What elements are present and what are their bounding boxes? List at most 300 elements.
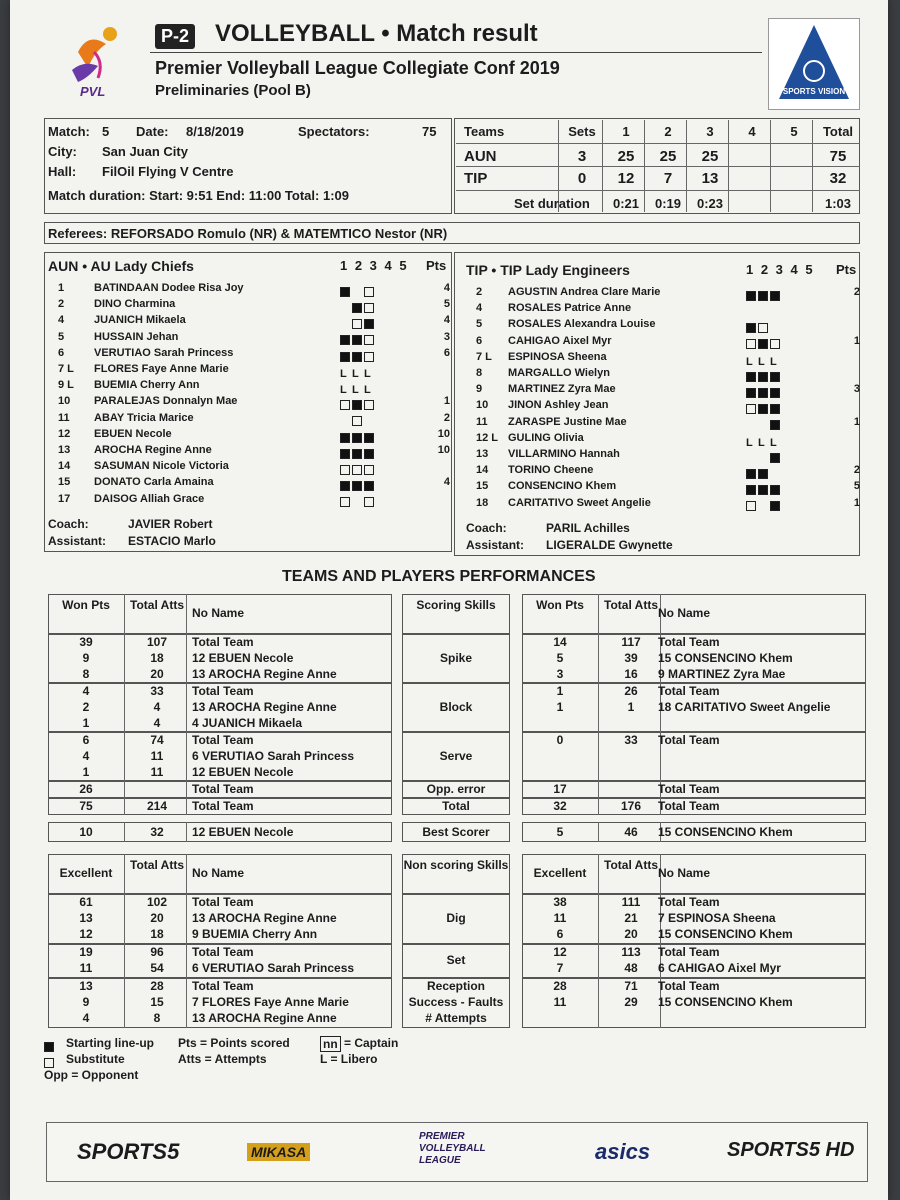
stat-attempts: 33: [150, 684, 164, 698]
stat-value: 12: [553, 945, 567, 959]
opp-error-label: Opp. error: [426, 782, 486, 796]
player-number: 1: [58, 282, 65, 294]
col-divider: [598, 822, 599, 842]
assistant-name: ESTACIO Marlo: [128, 533, 216, 548]
starting-square: [758, 388, 768, 398]
stat-value: 38: [553, 895, 567, 909]
sports-vision-logo: [768, 18, 860, 110]
skill-subtitle: Success - Faults: [408, 995, 504, 1009]
stat-value: 39: [79, 635, 93, 649]
stat-value: 2: [82, 700, 90, 714]
col-divider: [186, 781, 187, 798]
score-row-divider: [456, 190, 860, 191]
legend-opp: Opp = Opponent: [44, 1068, 139, 1082]
stat-player: Total Team: [658, 799, 720, 813]
set-duration: 0:21: [612, 196, 640, 211]
starting-square: [340, 287, 350, 297]
stat-player: 4 JUANICH Mikaela: [192, 716, 303, 730]
player-number: 6: [476, 334, 483, 347]
score-row-divider: [456, 143, 860, 144]
stat-player: 15 CONSENCINO Khem: [658, 825, 793, 839]
player-sets: [746, 498, 782, 516]
stat-attempts: 8: [153, 1011, 161, 1025]
player-number: 10: [476, 399, 489, 412]
starting-square: [746, 469, 756, 479]
legend-atts: Atts = Attempts: [178, 1052, 267, 1066]
scoring-skills-header: Scoring Skills: [416, 598, 496, 612]
starting-square: [746, 323, 756, 333]
col-divider: [598, 781, 599, 798]
stat-player: 12 EBUEN Necole: [192, 825, 294, 839]
libero-mark: L: [758, 355, 765, 368]
col-divider: [598, 978, 599, 1028]
stat-player: 9 MARTINEZ Zyra Mae: [658, 667, 786, 681]
score-cell: 75: [829, 148, 847, 165]
stat-player: Total Team: [192, 799, 254, 813]
player-name: DONATO Carla Amaina: [94, 476, 214, 489]
legend-pts: Pts = Points scored: [178, 1036, 290, 1050]
stat-attempts: 71: [624, 979, 638, 993]
stat-player: Total Team: [192, 945, 254, 959]
substitute-square: [746, 339, 756, 349]
total-atts-header: Total Atts: [604, 598, 658, 612]
libero-mark: L: [758, 436, 765, 449]
col-divider: [186, 978, 187, 1028]
set-duration: 0:23: [696, 196, 724, 211]
stat-player: 6 CAHIGAO Aixel Myr: [658, 961, 781, 975]
col-divider: [124, 978, 125, 1028]
starting-square: [770, 501, 780, 511]
stat-attempts: 4: [153, 700, 161, 714]
player-number: 15: [58, 476, 71, 489]
stat-attempts: 4: [153, 716, 161, 730]
stat-value: 61: [79, 895, 93, 909]
player-points: 4: [443, 476, 450, 489]
stat-player: 13 AROCHA Regine Anne: [192, 667, 337, 681]
legend-substitute: Substitute: [66, 1052, 125, 1066]
starting-square: [746, 485, 756, 495]
player-number: 15: [476, 480, 489, 493]
player-points: 2: [443, 411, 450, 424]
player-name: HUSSAIN Jehan: [94, 330, 179, 343]
col-divider: [186, 683, 187, 732]
score-header-cell: 1: [622, 124, 630, 139]
col-divider: [598, 894, 599, 944]
stat-attempts: 20: [624, 927, 638, 941]
starting-square: [758, 372, 768, 382]
league-name: Premier Volleyball League Collegiate Conf 2019: [155, 58, 560, 78]
legend-captain: = Captain: [344, 1036, 399, 1050]
score-header-cell: 3: [706, 124, 714, 139]
player-name: CAHIGAO Aixel Myr: [508, 334, 612, 347]
score-cell: 25: [617, 148, 635, 165]
starting-square: [352, 352, 362, 362]
starting-square: [364, 433, 374, 443]
assistant-name: LIGERALDE Gwynette: [546, 537, 673, 552]
col-divider: [598, 683, 599, 732]
player-name: CONSENCINO Khem: [508, 480, 617, 493]
col-divider: [124, 634, 125, 683]
player-number: 12 L: [476, 431, 499, 444]
stat-attempts: 33: [624, 733, 638, 747]
starting-square: [746, 372, 756, 382]
player-number: 13: [476, 448, 489, 460]
player-number: 7 L: [476, 350, 492, 363]
score-cell: TIP: [464, 170, 488, 187]
stat-value: 1: [556, 700, 564, 714]
stat-player: 9 BUEMIA Cherry Ann: [192, 927, 318, 941]
player-points: 6: [443, 346, 450, 359]
starting-square: [758, 404, 768, 414]
stat-player: 6 VERUTIAO Sarah Princess: [192, 749, 355, 763]
stat-player: Total Team: [192, 635, 254, 649]
score-cell: 32: [829, 170, 847, 187]
player-points: 3: [853, 383, 860, 396]
stat-attempts: 11: [150, 749, 164, 763]
sponsor-footer: [46, 1122, 868, 1182]
stat-value: 13: [79, 979, 93, 993]
total-atts-header: Total Atts: [604, 858, 658, 872]
libero-mark: L: [746, 436, 753, 449]
libero-mark: L: [770, 436, 777, 449]
col-divider: [186, 854, 187, 894]
pvl-footer-logo: PREMIER VOLLEYBALL LEAGUE: [419, 1131, 486, 1166]
player-points: 2: [853, 464, 860, 477]
score-header-cell: Teams: [464, 124, 505, 139]
city-label: City:: [48, 144, 77, 159]
set-columns-header: 1 2 3 4 5: [340, 258, 409, 273]
stat-value: 3: [556, 667, 564, 681]
col-divider: [598, 634, 599, 683]
stat-value: 19: [79, 945, 93, 959]
nonscoring-skills-header: Non scoring Skills: [403, 858, 509, 872]
player-name: ESPINOSA Sheena: [508, 350, 607, 363]
substitute-square: [352, 319, 362, 329]
starting-square: [352, 303, 362, 313]
player-name: BUEMIA Cherry Ann: [94, 379, 200, 392]
stat-attempts: 46: [624, 825, 638, 839]
no-name-header: No Name: [658, 866, 711, 880]
player-number: 14: [58, 460, 71, 473]
hall-label: Hall:: [48, 164, 77, 179]
player-number: 12: [58, 427, 71, 440]
starting-square: [352, 481, 362, 491]
stat-attempts: 96: [150, 945, 164, 959]
player-number: 5: [476, 318, 483, 331]
stat-player: Total Team: [658, 979, 720, 993]
stat-player: Total Team: [658, 895, 720, 909]
stat-player: 6 VERUTIAO Sarah Princess: [192, 961, 355, 975]
substitute-square: [364, 465, 374, 475]
libero-mark: L: [340, 384, 347, 397]
no-name-header: No Name: [658, 606, 711, 620]
stat-value: 5: [556, 651, 564, 665]
match-number: 5: [102, 124, 110, 139]
stat-player: 13 AROCHA Regine Anne: [192, 1011, 337, 1025]
total-atts-header: Total Atts: [130, 598, 184, 612]
stat-attempts: 111: [621, 895, 641, 909]
col-divider: [598, 594, 599, 634]
stat-player: Total Team: [192, 979, 254, 993]
hall: FilOil Flying V Centre: [102, 164, 234, 179]
stat-player: Total Team: [192, 782, 254, 796]
stat-attempts: 18: [150, 651, 164, 665]
stat-value: 8: [82, 667, 90, 681]
substitute-square: [340, 465, 350, 475]
stat-value: 9: [82, 651, 90, 665]
stat-player: 7 FLORES Faye Anne Marie: [192, 995, 349, 1009]
player-number: 14: [476, 464, 489, 477]
starting-square: [770, 372, 780, 382]
stat-value: 6: [82, 733, 90, 747]
col-divider: [598, 944, 599, 978]
player-points: 10: [437, 427, 450, 440]
legend-starting: Starting line-up: [66, 1036, 154, 1050]
player-name: PARALEJAS Donnalyn Mae: [94, 395, 238, 408]
stage-name: Preliminaries (Pool B): [155, 82, 311, 99]
assistant-label: Assistant:: [466, 537, 525, 552]
player-name: ZARASPE Justine Mae: [508, 415, 627, 428]
stat-attempts: 74: [150, 733, 164, 747]
player-name: ROSALES Patrice Anne: [508, 302, 632, 315]
col-divider: [598, 854, 599, 894]
col-divider: [124, 944, 125, 978]
player-points: 1: [853, 415, 860, 428]
referees: Referees: REFORSADO Romulo (NR) & MATEMTICO Nestor (NR): [48, 226, 448, 241]
starting-square: [746, 388, 756, 398]
stat-player: Total Team: [658, 635, 720, 649]
starting-square: [352, 449, 362, 459]
total-atts-header: Total Atts: [130, 858, 184, 872]
coach-label: Coach:: [48, 516, 89, 531]
player-number: 11: [58, 411, 70, 424]
pvl-logo: [58, 22, 138, 102]
player-name: GULING Olivia: [508, 431, 584, 444]
player-number: 4: [476, 302, 483, 315]
match-duration: Match duration: Start: 9:51 End: 11:00 Total: 1:09: [48, 188, 349, 203]
player-number: 8: [476, 367, 483, 379]
player-name: EBUEN Necole: [94, 427, 172, 440]
coach-name: JAVIER Robert: [128, 516, 213, 531]
assistant-label: Assistant:: [48, 533, 107, 548]
svg-text:PVL: PVL: [80, 84, 106, 99]
no-name-header: No Name: [192, 606, 245, 620]
stat-player: 13 AROCHA Regine Anne: [192, 911, 337, 925]
sports5-logo: SPORTS5: [77, 1139, 180, 1164]
stat-player: Total Team: [658, 945, 720, 959]
stat-value: 10: [79, 825, 93, 839]
score-row-divider: [456, 166, 860, 167]
pts-header: Pts: [836, 262, 857, 277]
libero-mark: L: [364, 384, 371, 397]
starting-square: [746, 291, 756, 301]
stat-player: Total Team: [658, 684, 720, 698]
score-header-cell: Total: [822, 124, 854, 139]
team-name: AUN • AU Lady Chiefs: [48, 258, 194, 274]
stat-value: 75: [79, 799, 93, 813]
player-name: SASUMAN Nicole Victoria: [94, 460, 229, 473]
set-columns-header: 1 2 3 4 5: [746, 262, 815, 277]
player-points: 4: [443, 282, 450, 294]
skill-name: Serve: [439, 749, 473, 763]
substitute-square: [364, 335, 374, 345]
player-number: 7 L: [58, 363, 74, 375]
substitute-square: [352, 416, 362, 426]
player-name: AGUSTIN Andrea Clare Marie: [508, 286, 661, 298]
col-divider: [186, 594, 187, 634]
player-name: TORINO Cheene: [508, 464, 594, 477]
score-cell: 7: [663, 170, 673, 187]
spectators-count: 75: [422, 124, 437, 139]
score-cell: 25: [701, 148, 719, 165]
player-points: 1: [853, 334, 860, 347]
substitute-square: [364, 352, 374, 362]
won-pts-header: Won Pts: [536, 598, 584, 612]
best-scorer-label: Best Scorer: [422, 825, 490, 839]
spectators-label: Spectators:: [298, 124, 370, 139]
mikasa-logo: MIKASA: [247, 1143, 310, 1161]
stat-value: 13: [79, 911, 93, 925]
player-number: 9 L: [58, 379, 74, 392]
player-name: BATINDAAN Dodee Risa Joy: [94, 282, 244, 294]
stat-value: 9: [82, 995, 90, 1009]
pts-header: Pts: [426, 258, 447, 273]
stat-value: 6: [556, 927, 564, 941]
player-number: 18: [476, 496, 489, 509]
libero-mark: L: [364, 368, 371, 380]
starting-square: [364, 319, 374, 329]
starting-square: [770, 420, 780, 430]
player-number: 5: [58, 330, 65, 343]
won-pts-header: Won Pts: [62, 598, 110, 612]
score-cell: AUN: [464, 148, 497, 165]
player-name: DAISOG Alliah Grace: [94, 492, 205, 505]
total-label: Total: [442, 799, 470, 813]
match-result-sheet: [10, 0, 888, 1200]
stat-attempts: 26: [624, 684, 638, 698]
col-divider: [124, 822, 125, 842]
stat-value: 14: [553, 635, 567, 649]
stat-value: 7: [556, 961, 564, 975]
col-divider: [124, 894, 125, 944]
performance-title: TEAMS AND PLAYERS PERFORMANCES: [282, 568, 596, 585]
stat-value: 11: [553, 911, 567, 925]
substitute-square: [746, 404, 756, 414]
libero-mark: L: [352, 368, 359, 380]
legend-captain-mark: nn: [320, 1036, 341, 1052]
substitute-square: [364, 400, 374, 410]
starting-square: [352, 400, 362, 410]
no-name-header: No Name: [192, 866, 245, 880]
score-header-cell: 5: [790, 124, 798, 139]
set-duration: 0:19: [654, 196, 682, 211]
player-number: 2: [476, 286, 483, 298]
player-name: MARGALLO Wielyn: [508, 367, 610, 379]
player-points: 5: [853, 480, 860, 493]
col-divider: [186, 944, 187, 978]
player-sets: [340, 494, 376, 512]
set-duration: 1:03: [824, 196, 852, 211]
skill-name: Reception: [426, 979, 485, 993]
coach-name: PARIL Achilles: [546, 520, 630, 535]
page-title: VOLLEYBALL • Match result: [215, 20, 538, 47]
libero-mark: L: [770, 355, 777, 368]
player-points: 5: [443, 298, 450, 311]
score-header-cell: 2: [664, 124, 672, 139]
player-points: 1: [443, 395, 450, 408]
player-points: 10: [437, 444, 450, 456]
city: San Juan City: [102, 144, 188, 159]
player-name: AROCHA Regine Anne: [94, 444, 212, 456]
player-name: VILLARMINO Hannah: [508, 448, 620, 460]
starting-square: [340, 481, 350, 491]
stat-player: 12 EBUEN Necole: [192, 651, 294, 665]
stat-player: Total Team: [192, 733, 254, 747]
col-divider: [186, 798, 187, 815]
stat-value: 0: [556, 733, 564, 747]
skill-name: Dig: [446, 911, 466, 925]
skill-subtitle: # Attempts: [425, 1011, 487, 1025]
stat-value: 26: [79, 782, 93, 796]
starting-square: [758, 485, 768, 495]
stat-player: 15 CONSENCINO Khem: [658, 651, 793, 665]
stat-attempts: 214: [146, 799, 168, 813]
col-divider: [124, 594, 125, 634]
stat-value: 12: [79, 927, 93, 941]
col-divider: [124, 854, 125, 894]
stat-value: 5: [556, 825, 564, 839]
col-divider: [598, 732, 599, 781]
legend-libero: L = Libero: [320, 1052, 378, 1066]
excellent-header: Excellent: [533, 866, 587, 880]
stat-attempts: 16: [624, 667, 638, 681]
stat-attempts: 21: [624, 911, 638, 925]
match-date: 8/18/2019: [186, 124, 244, 139]
stat-attempts: 1: [627, 700, 635, 714]
starting-square: [340, 335, 350, 345]
score-cell: 0: [577, 170, 587, 187]
stat-attempts: 113: [621, 945, 641, 959]
substitute-square: [770, 339, 780, 349]
player-number: 17: [58, 492, 71, 505]
col-divider: [186, 822, 187, 842]
starting-square: [770, 404, 780, 414]
player-name: JINON Ashley Jean: [508, 399, 609, 412]
player-name: VERUTIAO Sarah Princess: [94, 346, 234, 359]
stat-value: 28: [553, 979, 567, 993]
libero-mark: L: [340, 368, 347, 380]
score-cell: 12: [617, 170, 635, 187]
stat-player: 15 CONSENCINO Khem: [658, 927, 793, 941]
asics-logo: asics: [595, 1139, 651, 1164]
player-name: FLORES Faye Anne Marie: [94, 363, 229, 375]
header-divider: [150, 52, 762, 53]
player-number: 10: [58, 395, 71, 408]
stat-player: 12 EBUEN Necole: [192, 765, 294, 779]
starting-square: [758, 291, 768, 301]
excellent-header: Excellent: [59, 866, 113, 880]
stat-attempts: 54: [150, 961, 164, 975]
libero-mark: L: [746, 355, 753, 368]
skill-name: Block: [439, 700, 473, 714]
starting-square: [340, 433, 350, 443]
stat-player: 18 CARITATIVO Sweet Angelie: [658, 700, 831, 714]
stat-attempts: 176: [620, 799, 642, 813]
player-points: 3: [443, 330, 450, 343]
stat-attempts: 15: [150, 995, 164, 1009]
stat-value: 4: [82, 749, 90, 763]
starting-square: [340, 352, 350, 362]
